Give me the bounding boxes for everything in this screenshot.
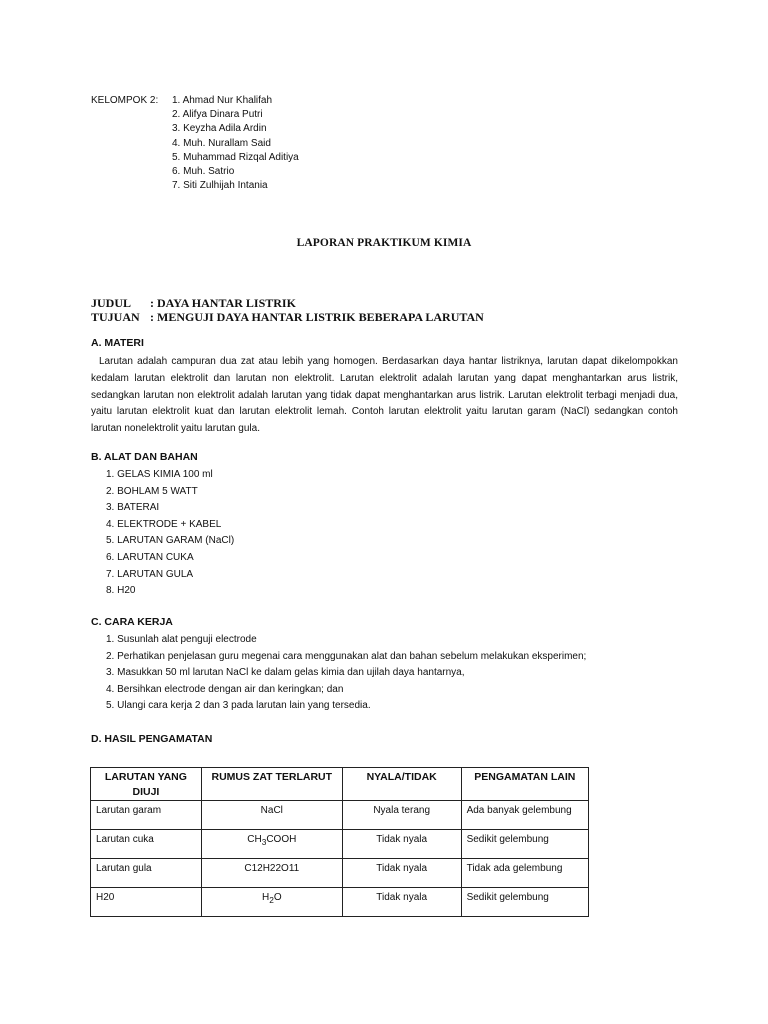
list-item: 5. Ulangi cara kerja 2 dan 3 pada larutan lain yang tersedia. [106,700,371,712]
group-label: KELOMPOK 2: [91,95,159,106]
formula-subscript: 3 [261,837,267,847]
cell-rumus [201,888,342,917]
column-header-rumus: RUMUS ZAT TERLARUT [201,768,342,801]
cell-rumus: C12H22O11 [201,859,342,888]
member-item: 6. Muh. Satrio [172,166,235,178]
formula-main: H [261,892,270,903]
cell-rumus: NaCl [201,801,342,830]
section-heading-materi: A. MATERI [91,337,144,349]
cell-larutan: Larutan cuka [91,830,202,859]
list-item: 1. Susunlah alat penguji electrode [106,634,257,645]
list-item: 2. Perhatikan penjelasan guru megenai cara menggunakan alat dan bahan sebelum melakukan eksperimen; [106,650,587,662]
list-item: 1. GELAS KIMIA 100 ml [106,469,213,480]
table-row [91,888,589,917]
tujuan-value: : MENGUJI DAYA HANTAR LISTRIK BEBERAPA LARUTAN [150,310,484,324]
formula-tail: O [273,892,282,903]
cell-nyala: Tidak nyala [342,830,461,859]
list-item: 3. Masukkan 50 ml larutan NaCl ke dalam gelas kimia dan ujilah daya hantarnya, [106,667,465,679]
column-header-nyala: NYALA/TIDAK [342,768,461,801]
list-item: 2. BOHLAM 5 WATT [106,485,198,497]
member-item: 5. Muhammad Rizqal Aditiya [172,151,299,163]
report-title: LAPORAN PRAKTIKUM KIMIA [296,237,472,249]
cell-nyala: Tidak nyala [342,859,461,888]
member-list [172,94,392,193]
list-item: 4. Bersihkan electrode dengan air dan keringkan; dan [106,683,344,695]
list-item: 3. BATERAI [106,502,160,514]
cell-pengamatan: Sedikit gelembung [461,888,588,917]
column-header-larutan: LARUTAN YANG DIUJI [91,768,202,801]
section-heading-alat-bahan: B. ALAT DAN BAHAN [91,451,198,463]
cell-nyala: Nyala terang [342,801,461,830]
tujuan-line [91,310,484,324]
formula-main: CH [247,834,262,845]
table-row [91,859,589,888]
member-item: 7. Siti Zulhijah Intania [172,180,268,192]
cell-pengamatan: Ada banyak gelembung [461,801,588,830]
section-heading-hasil: D. HASIL PENGAMATAN [91,733,213,745]
member-item: 1. Ahmad Nur Khalifah [172,95,273,106]
cara-kerja-list [106,632,586,715]
cell-rumus [201,830,342,859]
formula-subscript: 2 [269,895,274,905]
column-header-pengamatan: PENGAMATAN LAIN [461,768,588,801]
judul-key: JUDUL [91,296,132,310]
member-item: 4. Muh. Nurallam Said [172,137,271,149]
cell-larutan: Larutan garam [91,801,202,830]
judul-value: : DAYA HANTAR LISTRIK [150,296,296,310]
list-item: 7. LARUTAN GULA [106,568,194,580]
list-item: 5. LARUTAN GARAM (NaCl) [106,535,235,547]
table-header-row [91,768,589,801]
cell-larutan: Larutan gula [91,859,202,888]
member-item: 2. Alifya Dinara Putri [172,109,263,121]
table-row [91,830,589,859]
alat-bahan-list [106,467,234,600]
list-item: 6. LARUTAN CUKA [106,551,194,563]
cell-larutan: H20 [91,888,202,917]
tujuan-key: TUJUAN [91,310,140,324]
cell-nyala: Tidak nyala [342,888,461,917]
list-item: 8. H20 [106,585,136,597]
hasil-table [90,767,589,917]
list-item: 4. ELEKTRODE + KABEL [106,518,222,530]
cell-pengamatan: Sedikit gelembung [461,830,588,859]
materi-paragraph: Larutan adalah campuran dua zat atau lebih yang homogen. Berdasarkan daya hantar listriknya, larutan dapat dikelompokkan kedalam larutan elektrolit dan larutan non elektrolit. Larutan elektrolit adalah larutan yang dapat menghantarkan arus listrik, sedangkan larutan non elektrolit adalah larutan yang tidak dapat menghantarkan arus listrik. Larutan elektrolit terbagi menjadi dua, yaitu larutan elektrolit kuat dan larutan elektrolit lemah. Contoh larutan elektrolit yaitu larutan garam (NaCl) sedangkan contoh larutan nonelektrolit yaitu larutan gula. [91,356,678,435]
judul-line [91,296,296,310]
member-item: 3. Keyzha Adila Ardin [172,123,267,135]
table-row [91,801,589,830]
section-heading-cara-kerja: C. CARA KERJA [91,616,173,628]
cell-pengamatan: Tidak ada gelembung [461,859,588,888]
formula-tail: COOH [266,834,297,845]
